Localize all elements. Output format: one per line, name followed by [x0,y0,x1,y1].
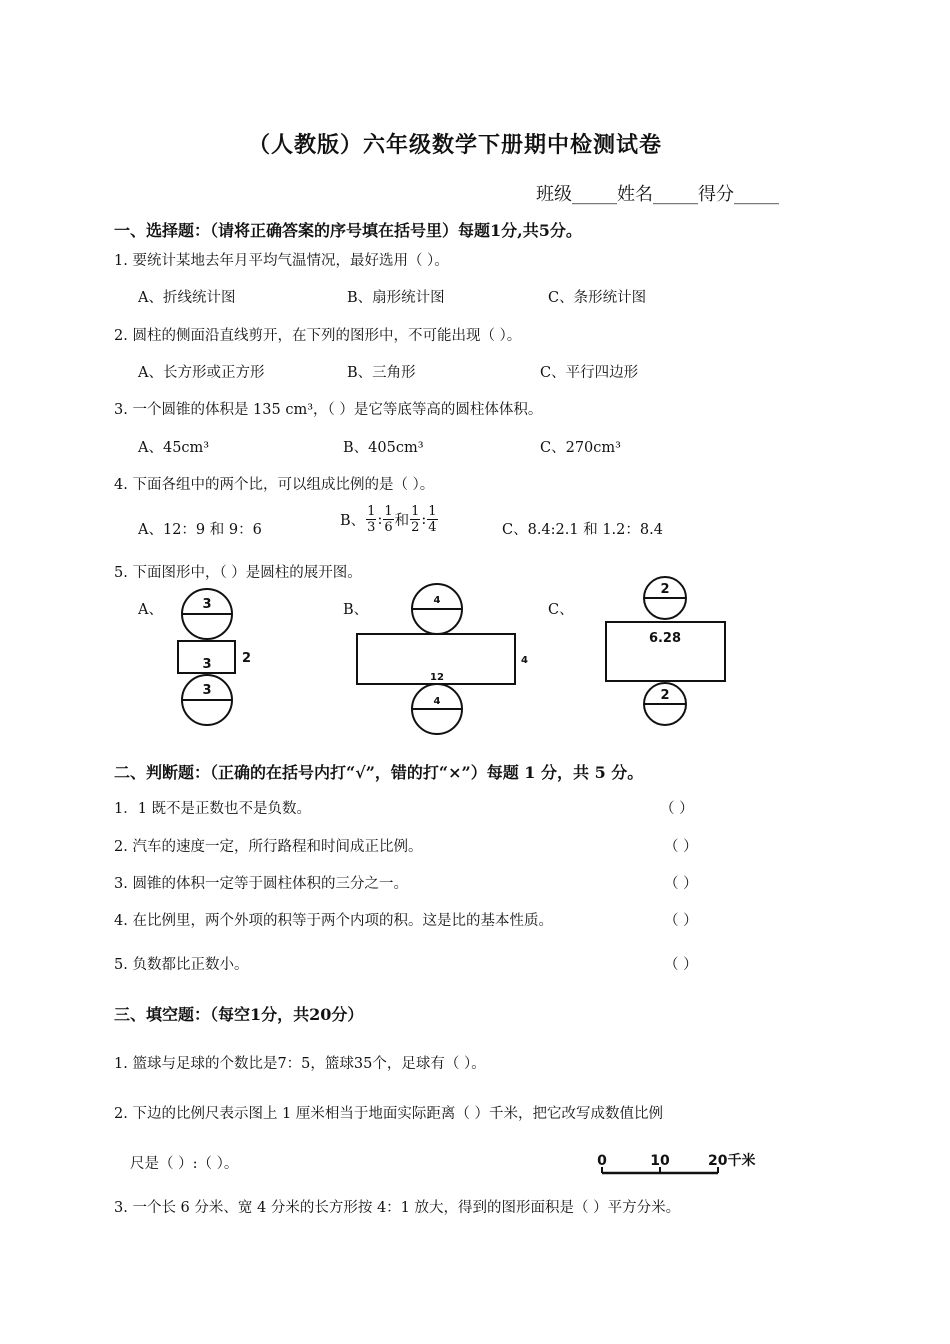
fraction: $\frac{1}{2}$ [411,504,420,535]
figure-b-top-label: 4 [433,595,441,606]
s1-q2-text: 2. 圆柱的侧面沿直线剪开，在下列的图形中，不可能出现（ ）。 [114,328,522,344]
s3-q1-text: 1. 篮球与足球的个数比是7：5，篮球35个，足球有（ ）。 [114,1056,486,1072]
section3-heading: 三、填空题：（每空1分，共20分） [114,1005,364,1024]
s3-q2-line1: 2. 下边的比例尺表示图上 1 厘米相当于地面实际距离（ ）千米，把它改写成数值比例 [114,1106,663,1122]
s1-q1-option-a: A、折线统计图 [138,290,236,306]
scale-label-10: 10 [650,1153,670,1169]
scale-bar [590,1148,780,1188]
ratio-colon: : [377,511,383,528]
s2-answer-bracket: （ ） [660,801,694,817]
figure-c-top-label: 2 [660,582,670,597]
s3-q3-text: 3. 一个长 6 分米、宽 4 分米的长方形按 4：1 放大，得到的图形面积是（ ）平方分米。 [114,1200,681,1216]
and-word: 和 [394,513,410,529]
s1-q1-option-c: C、条形统计图 [548,290,647,306]
s2-item-text: 3. 圆锥的体积一定等于圆柱体积的三分之一。 [114,876,408,892]
s1-q3-option-a: A、45cm³ [138,440,210,456]
s1-q3-option-c: C、270cm³ [540,440,621,456]
figure-a-side-label: 2 [242,651,252,666]
fraction: $\frac{1}{3}$ [367,504,376,535]
s1-q5-option-c: C、 [548,602,574,618]
figure-b-rect-label: 12 [430,672,444,683]
s2-answer-bracket: （ ） [664,839,698,855]
s2-item-text: 4. 在比例里，两个外项的积等于两个内项的积。这是比的基本性质。 [114,913,553,929]
fraction: $\frac{1}{6}$ [384,504,393,535]
s1-q2-option-c: C、平行四边形 [540,365,639,381]
s3-q2-line2: 尺是（ ）:（ ）。 [130,1156,239,1172]
figure-a-bottom-label: 3 [202,683,212,698]
figure-c-rect-label: 6.28 [648,631,682,646]
s2-answer-bracket: （ ） [664,957,698,973]
s1-q4-b-prefix: B、 [340,513,366,529]
s2-item-text: 2. 汽车的速度一定，所行路程和时间成正比例。 [114,839,423,855]
s1-q1-text: 1. 要统计某地去年月平均气温情况，最好选用（ ）。 [114,253,449,269]
figure-c-bottom-label: 2 [660,688,670,703]
figure-b [357,584,515,734]
figure-a-rect-label: 3 [202,657,212,672]
s1-q5-option-a: A、 [138,602,163,618]
page-title: （人教版）六年级数学下册期中检测试卷 [248,132,663,158]
s1-q4-option-a: A、12：9 和 9：6 [138,522,262,538]
s1-q3-option-b: B、405cm³ [343,440,424,456]
section1-heading: 一、选择题：（请将正确答案的序号填在括号里）每题1分,共5分。 [114,221,582,240]
s2-item-text: 5. 负数都比正数小。 [114,957,249,973]
s1-q5-text: 5. 下面图形中，（ ）是圆柱的展开图。 [114,565,362,581]
s1-q5-option-b: B、 [343,602,369,618]
figure-b-side-label: 4 [521,655,528,666]
s1-q2-option-a: A、长方形或正方形 [138,365,265,381]
figure-a-top-label: 3 [202,597,212,612]
s1-q1-option-b: B、扇形统计图 [347,290,445,306]
s2-item-text: 1．1 既不是正数也不是负数。 [114,801,312,817]
s1-q4-text: 4. 下面各组中的两个比，可以组成比例的是（ ）。 [114,477,435,493]
scale-label-20km: 20千米 [708,1153,756,1169]
s1-q4-option-c: C、8.4:2.1 和 1.2：8.4 [502,522,663,538]
s2-answer-bracket: （ ） [664,876,698,892]
s2-answer-bracket: （ ） [664,913,698,929]
student-info-line: 班级_____姓名_____得分_____ [536,184,779,205]
ratio-colon: : [421,511,427,528]
s1-q3-text: 3. 一个圆锥的体积是 135 cm³，（ ）是它等底等高的圆柱体体积。 [114,402,543,418]
figure-b-bottom-label: 4 [433,696,441,707]
section2-heading: 二、判断题：（正确的在括号内打“√”，错的打“×”）每题 1 分，共 5 分。 [114,763,644,782]
scale-label-0: 0 [597,1153,607,1169]
fraction: $\frac{1}{4}$ [428,504,437,535]
s1-q2-option-b: B、三角形 [347,365,416,381]
